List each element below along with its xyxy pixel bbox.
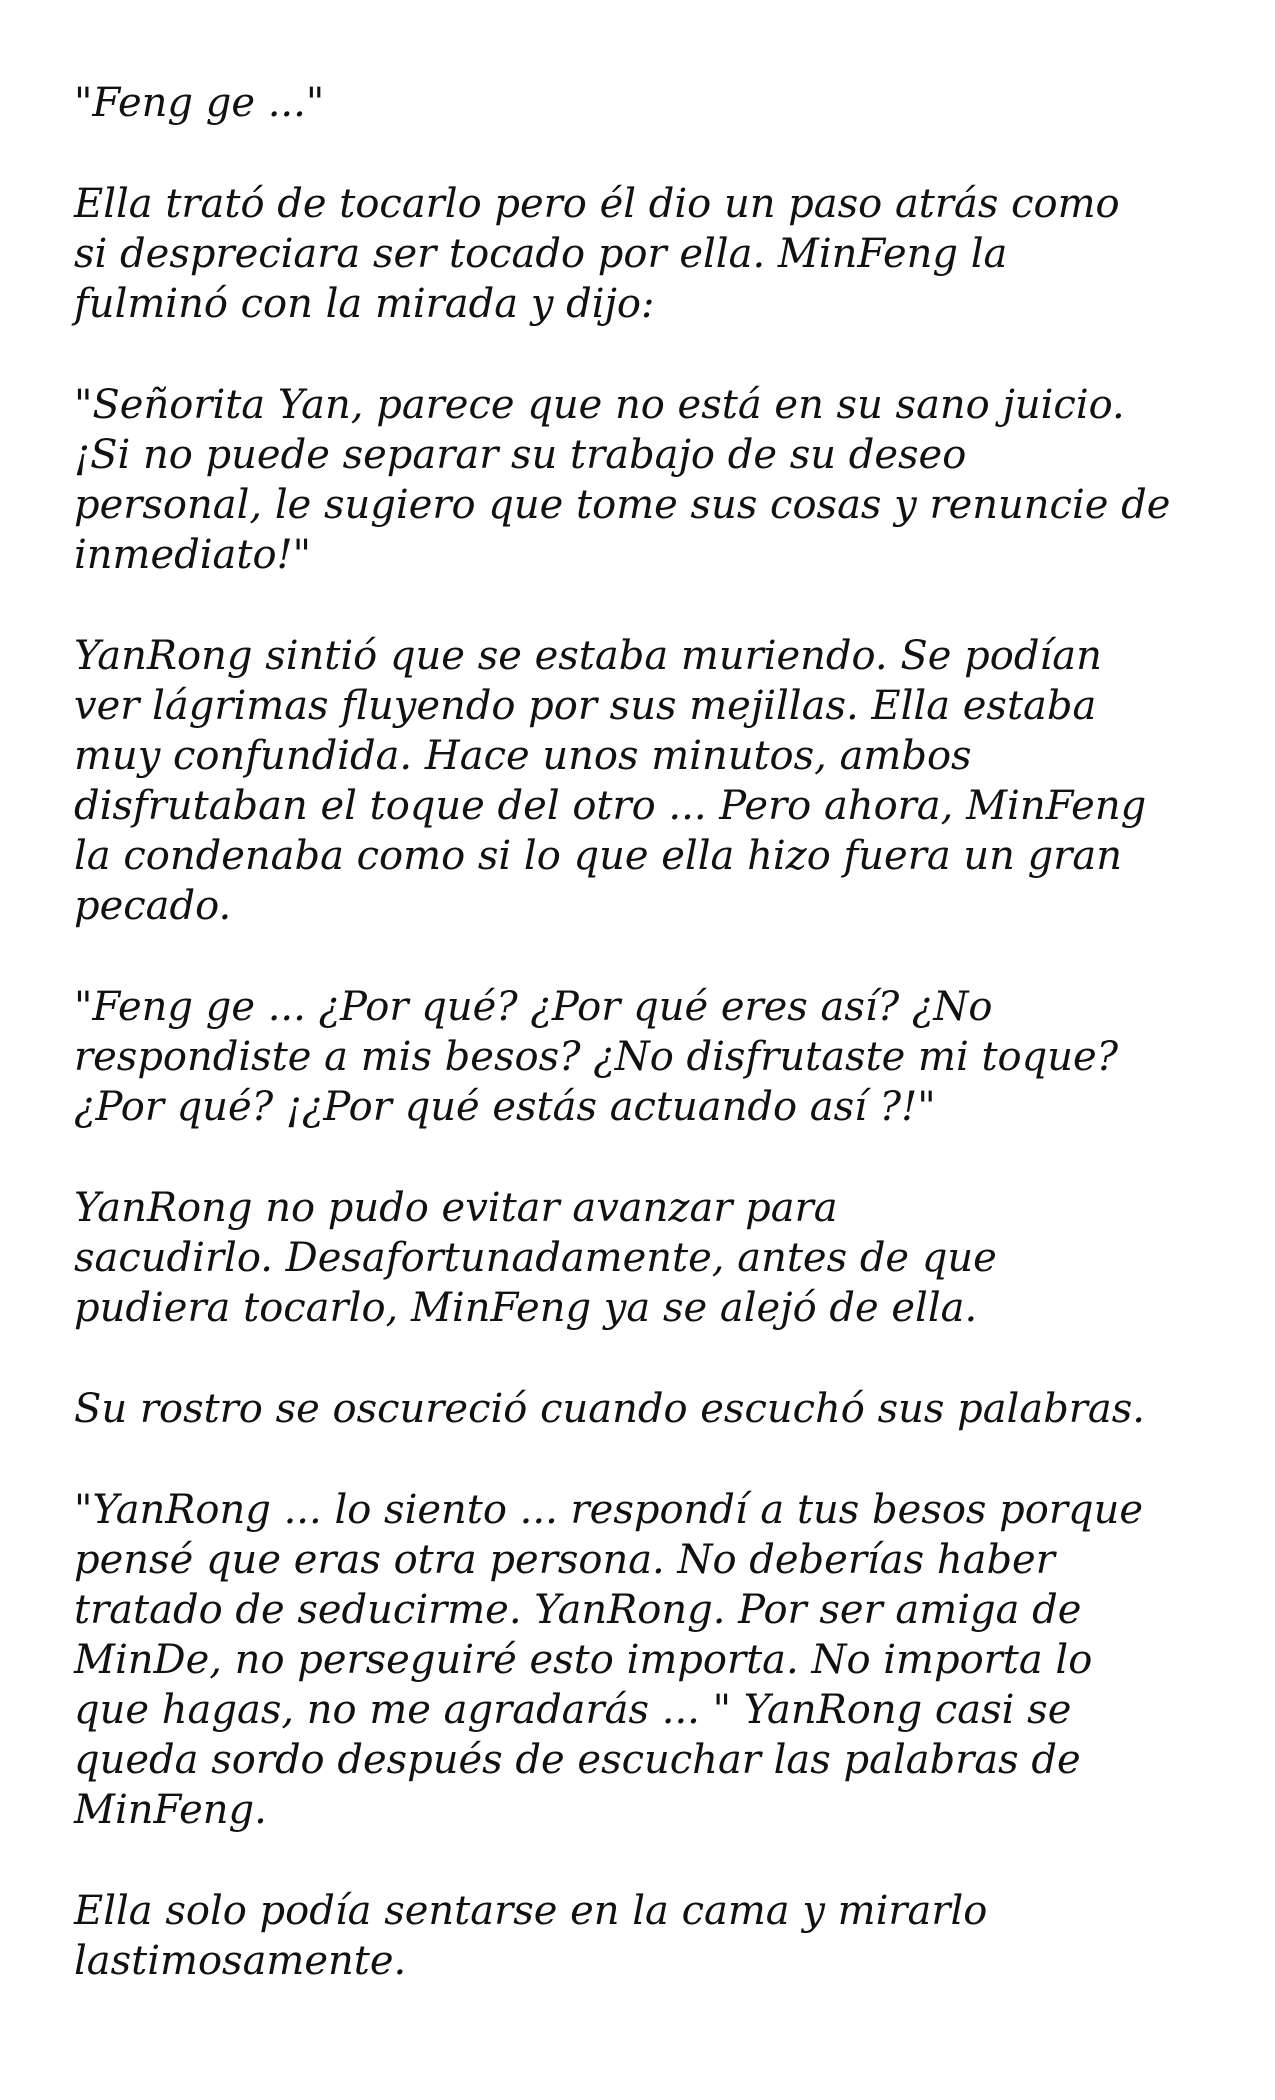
paragraph [74, 982, 1215, 1132]
text-line: MinFeng. [74, 1787, 267, 1833]
text-line: sacudirlo. Desafortunadamente, antes de que [74, 1235, 997, 1281]
text-line: inmediato!" [74, 532, 312, 578]
text-line: MinDe, no perseguiré esto importa. No importa lo [74, 1637, 1093, 1683]
paragraph [74, 380, 1215, 580]
text-line: disfrutaban el toque del otro ... Pero ahora, MinFeng [74, 783, 1147, 829]
text-line: ver lágrimas fluyendo por sus mejillas. Ella estaba [74, 683, 1097, 729]
document-body [74, 78, 1215, 1986]
text-line: Ella solo podía sentarse en la cama y mirarlo [74, 1888, 988, 1934]
text-line: personal, le sugiero que tome sus cosas y renuncie de [74, 482, 1171, 528]
text-line: si despreciara ser tocado por ella. MinFeng la [74, 231, 1008, 277]
text-line: "YanRong ... lo siento ... respondí a tus besos porque [74, 1487, 1144, 1533]
text-line: la condenaba como si lo que ella hizo fuera un gran [74, 833, 1122, 879]
text-line: respondiste a mis besos? ¿No disfrutaste mi toque? [74, 1034, 1119, 1080]
paragraph [74, 179, 1215, 329]
text-line: pensé que eras otra persona. No deberías haber [74, 1537, 1055, 1583]
text-line: Su rostro se oscureció cuando escuchó sus palabras. [74, 1386, 1146, 1432]
text-line: "Feng ge ..." [74, 80, 325, 126]
paragraph [74, 1384, 1215, 1434]
text-line: ¿Por qué? ¡¿Por qué estás actuando así ?!" [74, 1084, 936, 1130]
text-line: muy confundida. Hace unos minutos, ambos [74, 733, 972, 779]
text-line: Ella trató de tocarlo pero él dio un paso atrás como [74, 181, 1120, 227]
text-line: queda sordo después de escuchar las palabras de [74, 1737, 1081, 1783]
text-line: que hagas, no me agradarás ... " YanRong casi se [74, 1687, 1072, 1733]
text-line: tratado de seducirme. YanRong. Por ser amiga de [74, 1587, 1082, 1633]
text-line: fulminó con la mirada y dijo: [74, 281, 655, 327]
paragraph [74, 1183, 1215, 1333]
text-line: YanRong no pudo evitar avanzar para [74, 1185, 838, 1231]
text-line: lastimosamente. [74, 1938, 407, 1984]
paragraph [74, 631, 1215, 931]
text-line: pudiera tocarlo, MinFeng ya se alejó de ella. [74, 1285, 978, 1331]
text-line: "Señorita Yan, parece que no está en su sano juicio. [74, 382, 1125, 428]
paragraph [74, 78, 1215, 128]
text-line: pecado. [74, 883, 232, 929]
text-line: "Feng ge ... ¿Por qué? ¿Por qué eres así? ¿No [74, 984, 993, 1030]
text-line: ¡Si no puede separar su trabajo de su deseo [74, 432, 967, 478]
paragraph [74, 1485, 1215, 1835]
text-line: YanRong sintió que se estaba muriendo. Se podían [74, 633, 1102, 679]
paragraph [74, 1886, 1215, 1986]
